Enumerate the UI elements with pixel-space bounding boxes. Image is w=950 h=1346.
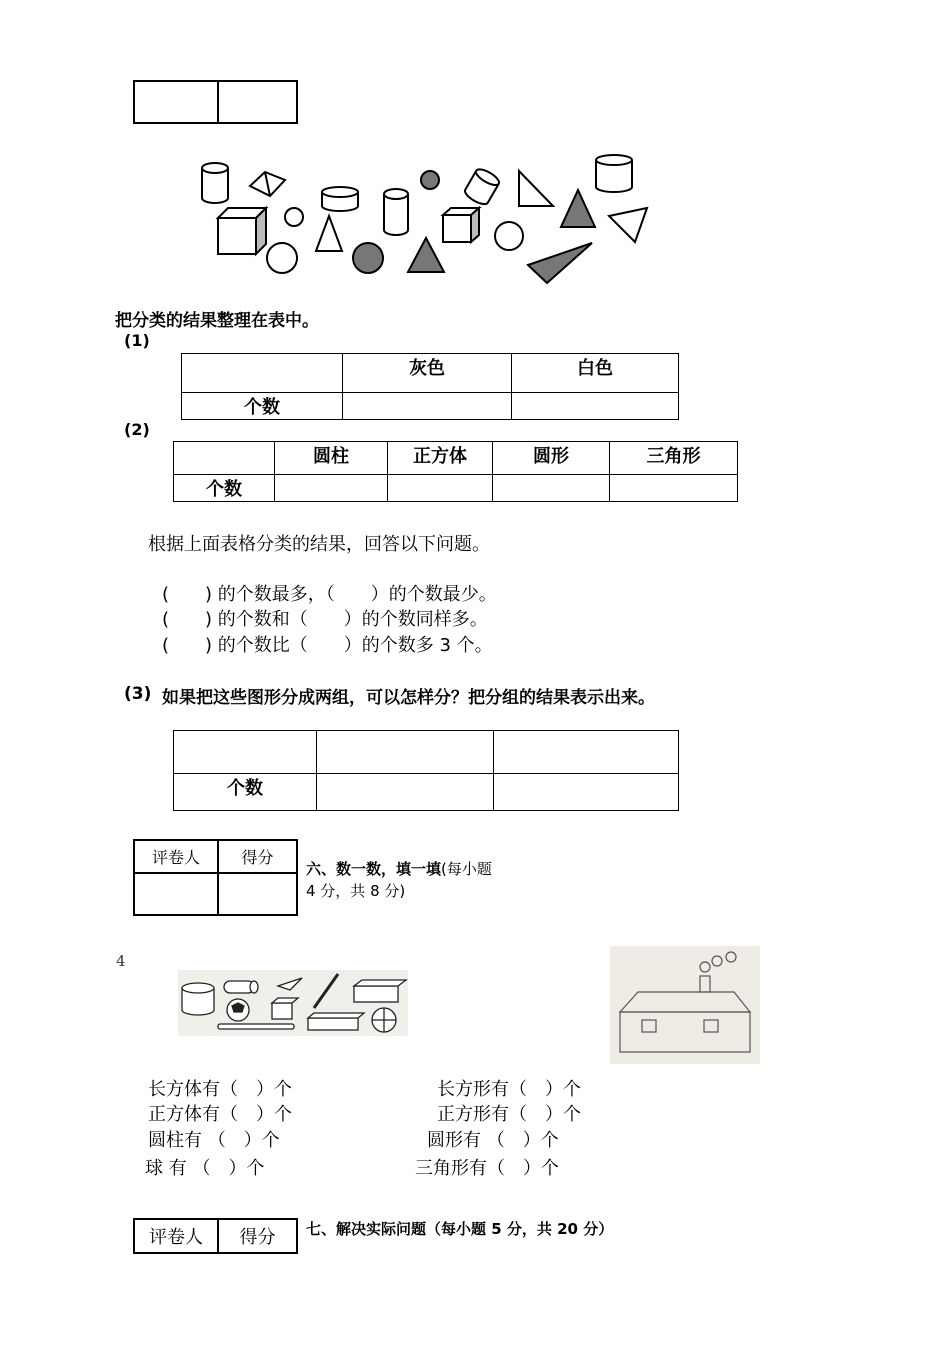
top-score-cell-1 (134, 81, 218, 123)
cuboid-shape (308, 1013, 364, 1030)
circle-shape (353, 243, 383, 273)
answer-cell[interactable] (388, 475, 493, 502)
cube-shape (250, 172, 285, 196)
count-left-1: 长方体有（ ）个 (148, 1079, 292, 1100)
cylinder-shape (202, 163, 228, 203)
answer-cell[interactable] (493, 475, 610, 502)
question-3: ( ) 的个数比（ ）的个数多 3 个。 (162, 635, 493, 656)
count-left-3: 圆柱有 （ ）个 (148, 1130, 280, 1151)
answer-cell[interactable] (174, 731, 317, 774)
house-illustration (610, 946, 760, 1064)
section6-note-2: 4 分，共 8 分) (306, 882, 406, 900)
answer-cell[interactable] (512, 393, 679, 420)
count-left-4: 球 有 （ ）个 (145, 1158, 265, 1179)
question-2: ( ) 的个数和（ ）的个数同样多。 (162, 609, 488, 630)
section7-score-box (133, 1218, 298, 1254)
shape-table (173, 441, 738, 502)
circle-shape (495, 222, 523, 250)
answer-cell[interactable] (494, 774, 679, 811)
cube-shape (443, 208, 479, 242)
top-score-box (133, 80, 298, 124)
cylinder-shape (596, 155, 632, 192)
table-header-cell: 灰色 (343, 354, 512, 393)
table-header-cell: 三角形 (610, 442, 738, 475)
grader-cell[interactable] (134, 873, 218, 915)
table-row-label: 个数 (182, 393, 343, 420)
section6-score-box (133, 839, 298, 916)
part2-label: (2) (124, 420, 150, 439)
count-right-4: 三角形有（ ）个 (415, 1158, 559, 1179)
circle-shape (267, 243, 297, 273)
cuboid-shape (354, 980, 406, 1002)
section6-title: 六、数一数，填一填 (306, 860, 442, 878)
part3-text: 如果把这些图形分成两组，可以怎样分？把分组的结果表示出来。 (162, 688, 655, 708)
top-score-cell-2 (218, 81, 297, 123)
cylinder-shape (224, 981, 258, 993)
objects-illustration (178, 970, 408, 1036)
count-right-2: 正方形有（ ）个 (437, 1104, 581, 1125)
part1-label: (1) (124, 331, 150, 350)
cylinder-shape (322, 187, 358, 211)
triangle-shape (561, 190, 595, 227)
triangle-shape (609, 208, 647, 242)
grader-label: 评卷人 (134, 1219, 218, 1253)
section7-title: 七、解决实际问题（每小题 5 分，共 20 分） (306, 1220, 614, 1238)
table-header-cell: 圆形 (493, 442, 610, 475)
answer-cell[interactable] (317, 774, 494, 811)
answer-cell[interactable] (275, 475, 388, 502)
table-header-cell: 正方体 (388, 442, 493, 475)
table-row-label: 个数 (174, 774, 317, 811)
instruction-text: 把分类的结果整理在表中。 (115, 311, 319, 331)
table-header-cell: 白色 (512, 354, 679, 393)
count-right-3: 圆形有 （ ）个 (427, 1130, 559, 1151)
score-cell[interactable] (218, 873, 297, 915)
score-label: 得分 (218, 1219, 297, 1253)
question-number: 4 (116, 952, 126, 970)
group-table (173, 730, 679, 811)
triangle-shape (519, 171, 553, 206)
shapes-illustration (190, 150, 660, 290)
triangle-shape (528, 243, 592, 283)
triangle-shape (408, 238, 444, 272)
circle-shape (285, 208, 303, 226)
count-right-1: 长方形有（ ）个 (437, 1079, 581, 1100)
question-1: ( ) 的个数最多，（ ）的个数最少。 (162, 584, 497, 605)
part3-label: (3) (124, 684, 152, 704)
stick-shape (218, 1024, 294, 1029)
section6-note: (每小题 (441, 860, 492, 878)
grader-label: 评卷人 (134, 840, 218, 873)
color-table (181, 353, 679, 420)
score-label: 得分 (218, 840, 297, 873)
questions-intro: 根据上面表格分类的结果，回答以下问题。 (148, 534, 490, 555)
cylinder-shape (463, 166, 502, 207)
table-header-cell: 圆柱 (275, 442, 388, 475)
table-row-label: 个数 (174, 475, 275, 502)
answer-cell[interactable] (343, 393, 512, 420)
section6-heading (306, 858, 492, 902)
circle-shape (421, 171, 439, 189)
triangle-shape (316, 216, 342, 251)
count-left-2: 正方体有（ ）个 (148, 1104, 292, 1125)
answer-cell[interactable] (610, 475, 738, 502)
cylinder-shape (182, 983, 214, 1015)
table-header-cell (174, 442, 275, 475)
cube-shape (218, 208, 266, 254)
table-header-cell (182, 354, 343, 393)
answer-cell[interactable] (494, 731, 679, 774)
cylinder-shape (384, 189, 408, 235)
answer-cell[interactable] (317, 731, 494, 774)
